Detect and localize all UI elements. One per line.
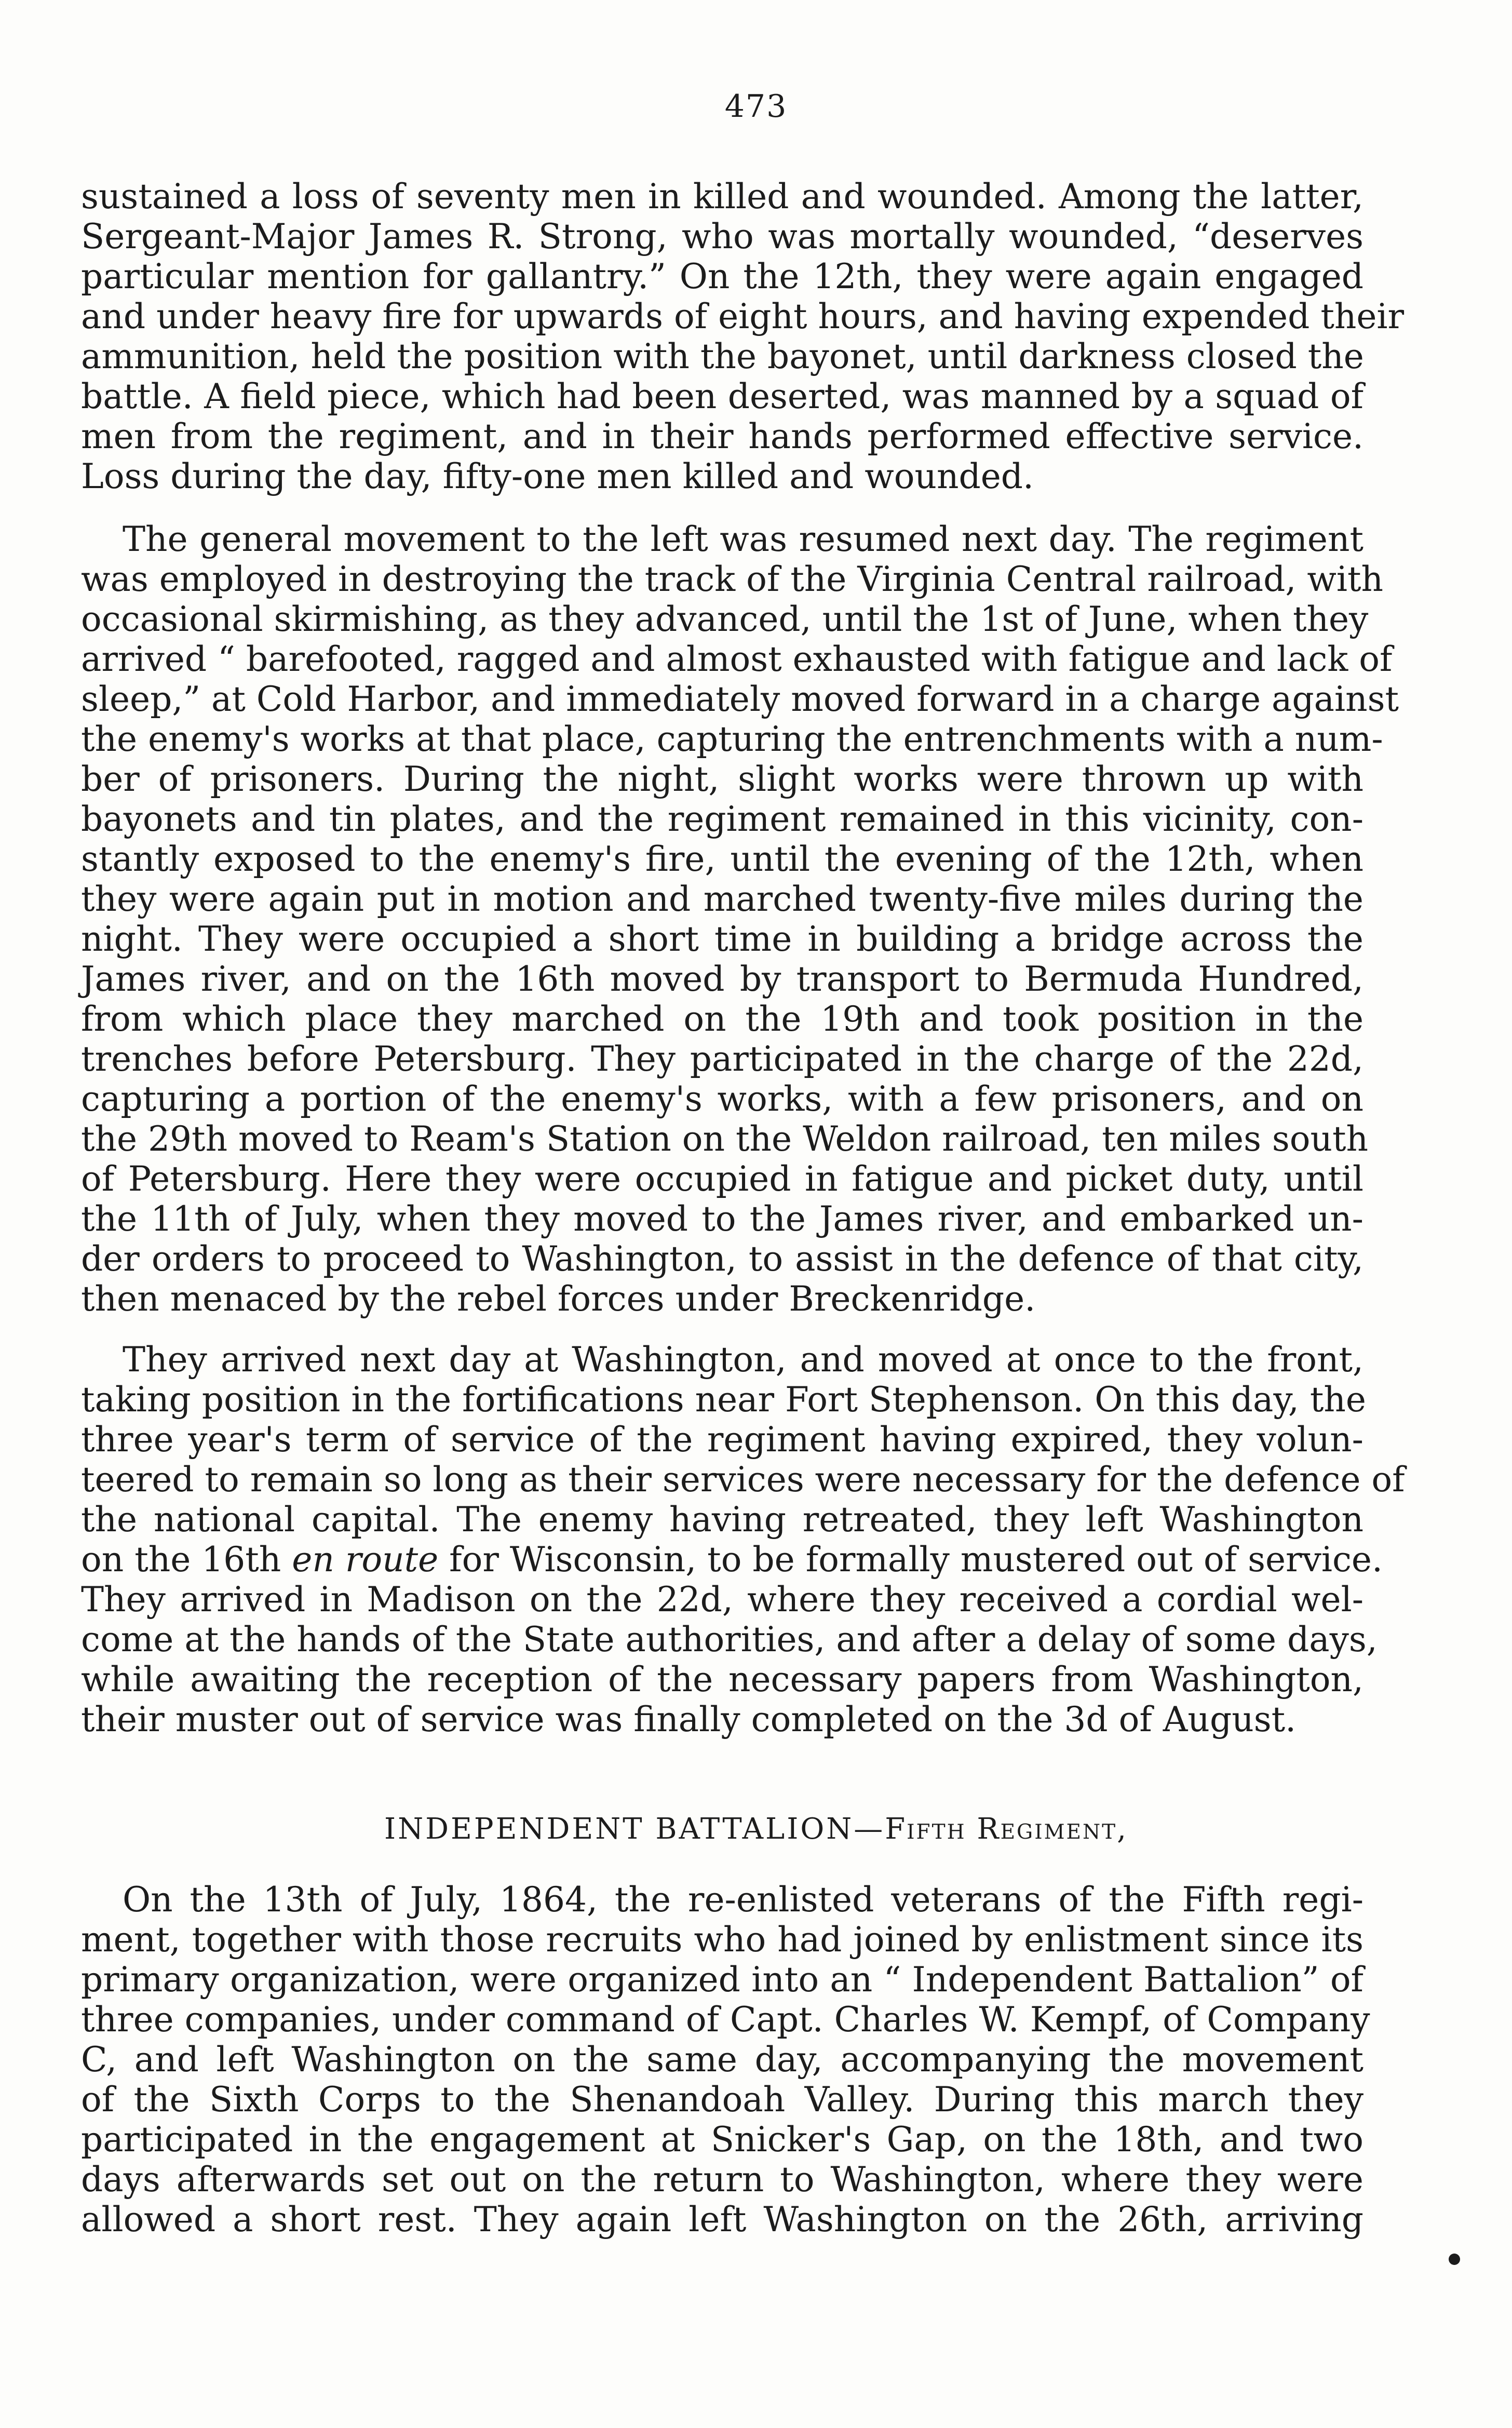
text-line-en-route [81,1540,1383,1580]
text-line: sustained a loss of seventy men in killed and wounded. Among the latter, [81,177,1364,217]
text-line: The general movement to the left was resumed next day. The regiment [123,519,1364,559]
text-line: of Petersburg. Here they were occupied in fatigue and picket duty, until [81,1159,1364,1199]
text-line: night. They were occupied a short time in building a bridge across the [81,919,1364,959]
text-line: der orders to proceed to Washington, to assist in the defence of that city, [81,1239,1364,1279]
text-line: primary organization, were organized into an “ Independent Battalion” of [81,1960,1364,2000]
section-heading [0,1812,1512,1846]
text-line: C, and left Washington on the same day, accompanying the movement [81,2040,1364,2080]
text-line: trenches before Petersburg. They participated in the charge of the 22d, [81,1039,1364,1079]
text-line: from which place they marched on the 19th and took position in the [81,999,1364,1039]
text-line: stantly exposed to the enemy's fire, until the evening of the 12th, when [81,839,1364,879]
paragraph-continuation [81,177,1405,496]
italic-phrase: en route [292,1540,439,1580]
text-line: sleep,” at Cold Harbor, and immediately moved forward in a charge against [81,679,1399,719]
text-line: They arrived next day at Washington, and moved at once to the front, [123,1340,1364,1380]
text-line: participated in the engagement at Snicker's Gap, on the 18th, and two [81,2120,1364,2160]
text-line: the 11th of July, when they moved to the James river, and embarked un- [81,1199,1364,1239]
text-line: occasional skirmishing, as they advanced, until the 1st of June, when they [81,599,1369,639]
section-heading-main: INDEPENDENT BATTALION— [384,1812,885,1846]
text-line: the national capital. The enemy having retreated, they left Washington [81,1500,1364,1540]
text-line: ber of prisoners. During the night, slight works were thrown up with [81,759,1364,799]
text-line: allowed a short rest. They again left Washington on the 26th, arriving [81,2200,1364,2240]
text-line: battle. A field piece, which had been deserted, was manned by a squad of [81,376,1364,416]
text-line: capturing a portion of the enemy's works, with a few prisoners, and on [81,1079,1364,1119]
paragraph-independent-battalion [81,1880,1370,2240]
text-line: the 29th moved to Ream's Station on the Weldon railroad, ten miles south [81,1119,1369,1159]
text-line: three companies, under command of Capt. Charles W. Kempf, of Company [81,2000,1370,2040]
text-line: Loss during the day, fifty-one men killed and wounded. [81,456,1034,496]
text-fragment: on the 16th [81,1540,292,1580]
ink-dot-mark [1449,2254,1460,2265]
text-line: ment, together with those recruits who had joined by enlistment since its [81,1920,1364,1960]
text-line: On the 13th of July, 1864, the re-enlisted veterans of the Fifth regi- [123,1880,1364,1920]
text-line: and under heavy fire for upwards of eight hours, and having expended their [81,296,1405,336]
text-line: Sergeant-Major James R. Strong, who was mortally wounded, “deserves [81,217,1364,257]
text-line: come at the hands of the State authorities, and after a delay of some days, [81,1620,1378,1660]
text-line: three year's term of service of the regiment having expired, they volun- [81,1420,1364,1460]
text-line: They arrived in Madison on the 22d, where they received a cordial wel- [81,1580,1364,1620]
text-line: they were again put in motion and marched twenty-five miles during the [81,879,1364,919]
text-line: of the Sixth Corps to the Shenandoah Valley. During this march they [81,2080,1364,2120]
text-line: was employed in destroying the track of the Virginia Central railroad, with [81,559,1383,599]
paragraph-arrival-washington [81,1340,1405,1739]
text-line: men from the regiment, and in their hands performed effective service. [81,416,1364,456]
text-line: days afterwards set out on the return to Washington, where they were [81,2160,1364,2200]
text-line: James river, and on the 16th moved by transport to Bermuda Hundred, [81,959,1364,999]
text-line: particular mention for gallantry.” On the 12th, they were again engaged [81,257,1364,296]
text-line: taking position in the fortifications near Fort Stephenson. On this day, the [81,1380,1366,1420]
text-line: bayonets and tin plates, and the regiment remained in this vicinity, con- [81,799,1364,839]
text-line: while awaiting the reception of the necessary papers from Washington, [81,1660,1364,1699]
text-line: teered to remain so long as their services were necessary for the defence of [81,1460,1405,1500]
paragraph-general-movement [81,519,1399,1319]
text-line: ammunition, held the position with the bayonet, until darkness closed the [81,336,1364,376]
text-line: arrived “ barefooted, ragged and almost exhausted with fatigue and lack of [81,639,1393,679]
text-line: the enemy's works at that place, capturing the entrenchments with a num- [81,719,1383,759]
text-line: then menaced by the rebel forces under Breckenridge. [81,1279,1036,1319]
text-fragment: for Wisconsin, to be formally mustered out of service. [438,1540,1383,1580]
text-line: their muster out of service was finally completed on the 3d of August. [81,1699,1297,1739]
section-heading-small: Fifth Regiment, [885,1812,1128,1846]
page-number: 473 [724,88,788,125]
